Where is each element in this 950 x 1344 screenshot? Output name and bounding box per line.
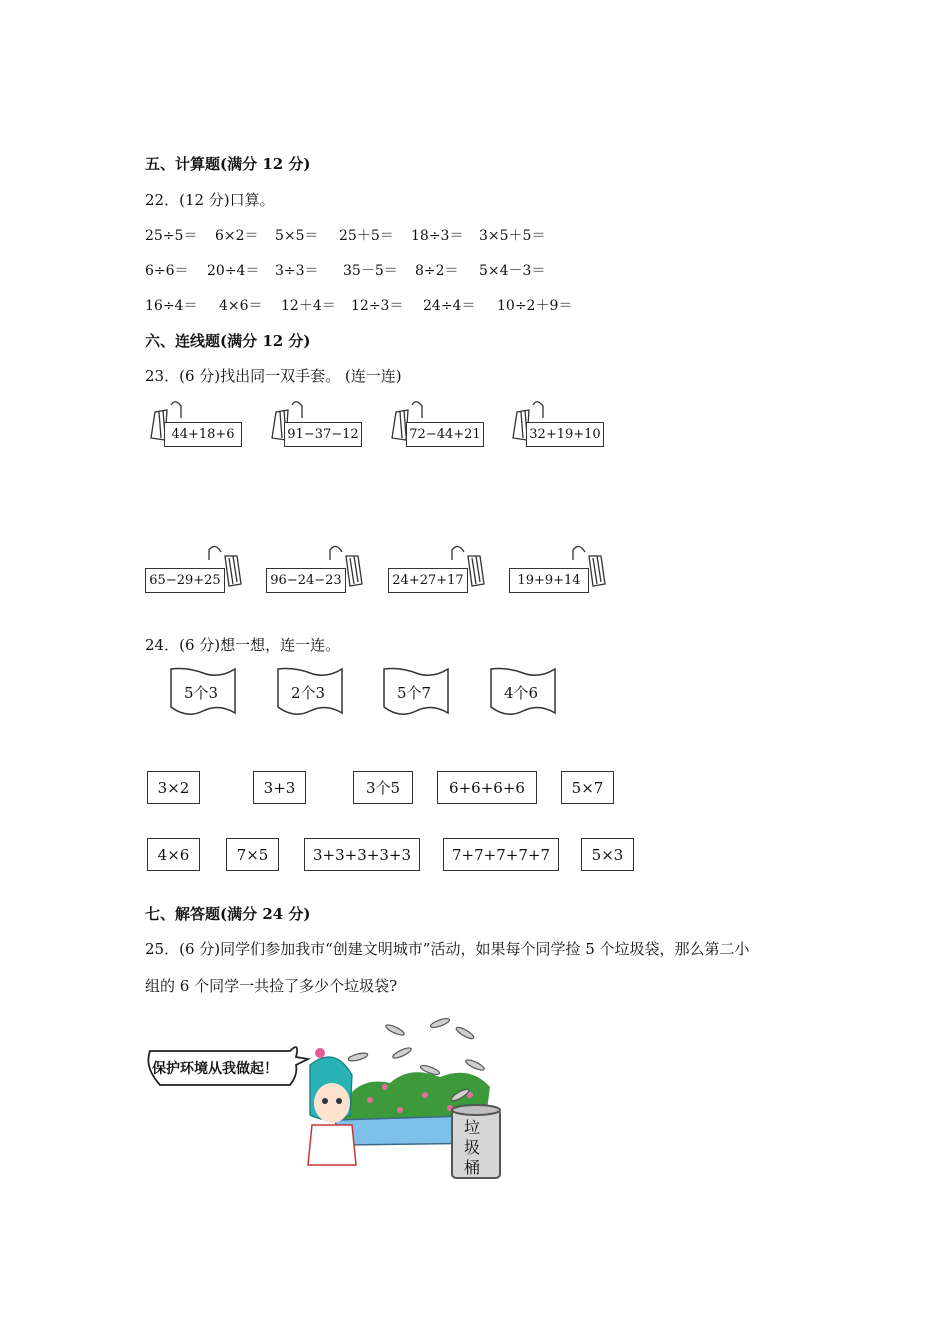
expression-box[interactable]: 7+7+7+7+7 xyxy=(443,838,559,871)
calc-item: 6÷6＝ xyxy=(145,263,189,279)
expression-box[interactable]: 4×6 xyxy=(147,838,200,871)
glove-label[interactable]: 91−37−12 xyxy=(284,422,362,447)
environment-illustration xyxy=(140,1015,510,1185)
expression-box[interactable]: 3+3 xyxy=(253,771,306,804)
glove-label[interactable]: 44+18+6 xyxy=(164,422,242,447)
girl-character xyxy=(308,1048,356,1165)
glove-label[interactable]: 96−24−23 xyxy=(266,568,346,593)
flag-label[interactable]: 4个6 xyxy=(504,684,539,702)
calc-item: 25＋5＝ xyxy=(339,228,394,244)
calc-item: 35－5＝ xyxy=(343,263,398,279)
glove-label[interactable]: 65−29+25 xyxy=(145,568,225,593)
flag-label[interactable]: 5个7 xyxy=(397,684,432,702)
calc-item: 25÷5＝ xyxy=(145,228,198,244)
bin-label-1: 垃 xyxy=(464,1118,481,1137)
calc-item: 6×2＝ xyxy=(215,228,259,244)
bin-label-2: 圾 xyxy=(464,1138,481,1157)
question-23: 23．(6 分)找出同一双手套。 (连一连) xyxy=(145,367,402,385)
glove-label[interactable]: 32+19+10 xyxy=(526,422,604,447)
bin-label-3: 桶 xyxy=(464,1158,481,1177)
calc-item: 12÷3＝ xyxy=(351,298,404,314)
calc-item: 24÷4＝ xyxy=(423,298,476,314)
expression-box[interactable]: 7×5 xyxy=(226,838,279,871)
question-22: 22．(12 分)口算。 xyxy=(145,191,275,209)
calc-item: 4×6＝ xyxy=(219,298,263,314)
calc-item: 5×5＝ xyxy=(275,228,319,244)
question-25-line-2: 组的 6 个同学一共捡了多少个垃圾袋? xyxy=(145,977,398,995)
section-6-heading: 六、连线题(满分 12 分) xyxy=(145,332,311,350)
calc-item: 3÷3＝ xyxy=(275,263,319,279)
expression-box[interactable]: 6+6+6+6 xyxy=(437,771,537,804)
glove-label[interactable]: 72−44+21 xyxy=(406,422,484,447)
flag-label[interactable]: 2个3 xyxy=(291,684,326,702)
calc-item: 5×4－3＝ xyxy=(479,263,546,279)
question-25-line-1: 25．(6 分)同学们参加我市“创建文明城市”活动，如果每个同学捡 5 个垃圾袋，那么第二小 xyxy=(145,940,750,958)
expression-box[interactable]: 3个5 xyxy=(353,771,413,804)
expression-box[interactable]: 3×2 xyxy=(147,771,200,804)
question-24: 24．(6 分)想一想，连一连。 xyxy=(145,636,341,654)
calc-item: 8÷2＝ xyxy=(415,263,459,279)
calc-item: 20÷4＝ xyxy=(207,263,260,279)
section-7-heading: 七、解答题(满分 24 分) xyxy=(145,905,311,923)
glove-label[interactable]: 19+9+14 xyxy=(509,568,589,593)
calc-item: 16÷4＝ xyxy=(145,298,198,314)
glove-label[interactable]: 24+27+17 xyxy=(388,568,468,593)
calc-item: 18÷3＝ xyxy=(411,228,464,244)
expression-box[interactable]: 5×3 xyxy=(581,838,634,871)
calc-item: 3×5＋5＝ xyxy=(479,228,546,244)
expression-box[interactable]: 5×7 xyxy=(561,771,614,804)
calc-item: 10÷2＋9＝ xyxy=(497,298,573,314)
expression-box[interactable]: 3+3+3+3+3 xyxy=(304,838,420,871)
section-5-heading: 五、计算题(满分 12 分) xyxy=(145,155,311,173)
speech-bubble-text: 保护环境从我做起！ xyxy=(152,1061,278,1077)
calc-item: 12＋4＝ xyxy=(281,298,336,314)
flag-label[interactable]: 5个3 xyxy=(184,684,219,702)
